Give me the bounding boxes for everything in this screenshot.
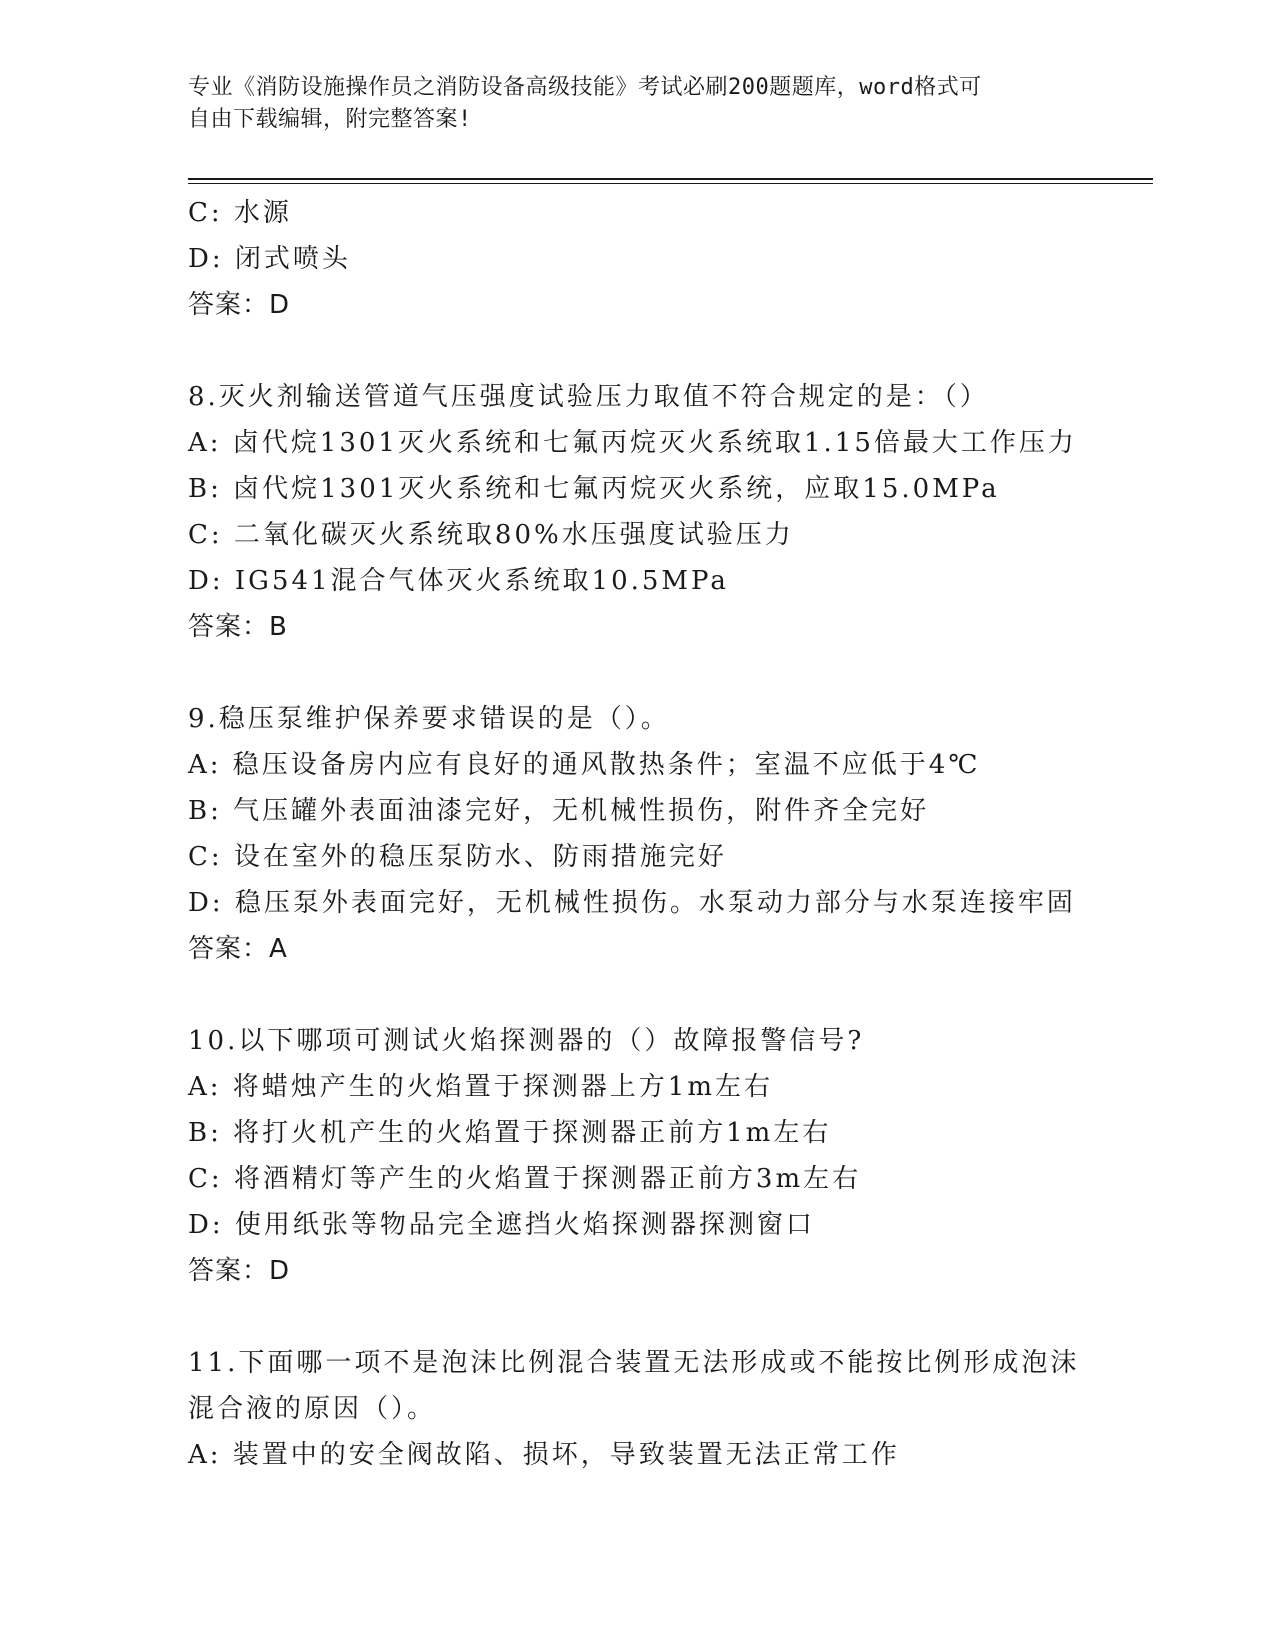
text-line: 9.稳压泵维护保养要求错误的是（）。 [188,704,670,734]
text-line: A: 稳压设备房内应有良好的通风散热条件；室温不应低于4℃ [188,750,981,780]
text-line: B: 气压罐外表面油漆完好，无机械性损伤，附件齐全完好 [188,796,930,826]
text-line: D: 闭式喷头 [188,244,351,274]
text-line: A: 将蜡烛产生的火焰置于探测器上方1m左右 [188,1072,773,1102]
block-spacer [188,1294,1153,1340]
answer-line: 答案：A [188,934,288,964]
text-line: C: 二氧化碳灭火系统取80%水压强度试验压力 [188,520,794,550]
header-title-line-2: 自由下载编辑，附完整答案! [188,107,472,132]
block-spacer [188,650,1153,696]
text-line: C: 设在室外的稳压泵防水、防雨措施完好 [188,842,727,872]
text-line: B: 卤代烷1301灭火系统和七氟丙烷灭火系统，应取15.0MPa [188,474,1000,504]
text-line: D: 使用纸张等物品完全遮挡火焰探测器探测窗口 [188,1210,815,1240]
text-line: 混合液的原因（）。 [188,1394,437,1424]
text-line: C: 水源 [188,198,292,228]
header-divider-thick [188,178,1153,180]
text-line: A: 装置中的安全阀故陷、损坏，导致装置无法正常工作 [188,1440,900,1470]
text-line: 8.灭火剂输送管道气压强度试验压力取值不符合规定的是：（） [188,382,989,412]
block-spacer [188,972,1153,1018]
answer-line: 答案：B [188,612,288,642]
answer-line: 答案：D [188,1256,291,1286]
text-line: D: 稳压泵外表面完好，无机械性损伤。水泵动力部分与水泵连接牢固 [188,888,1076,918]
header-title-line-1: 专业《消防设施操作员之消防设备高级技能》考试必刷200题题库，word格式可 [188,75,982,100]
question-content [188,190,1153,1478]
text-line: 10.以下哪项可测试火焰探测器的（）故障报警信号? [188,1026,865,1056]
header-divider-thin [188,183,1153,184]
text-line: A: 卤代烷1301灭火系统和七氟丙烷灭火系统取1.15倍最大工作压力 [188,428,1077,458]
text-line: B: 将打火机产生的火焰置于探测器正前方1m左右 [188,1118,832,1148]
answer-line: 答案：D [188,290,291,320]
block-spacer [188,328,1153,374]
text-line: D: IG541混合气体灭火系统取10.5MPa [188,566,729,596]
page-header [188,72,1088,136]
text-line: C: 将酒精灯等产生的火焰置于探测器正前方3m左右 [188,1164,862,1194]
text-line: 11.下面哪一项不是泡沫比例混合装置无法形成或不能按比例形成泡沫 [188,1348,1080,1378]
